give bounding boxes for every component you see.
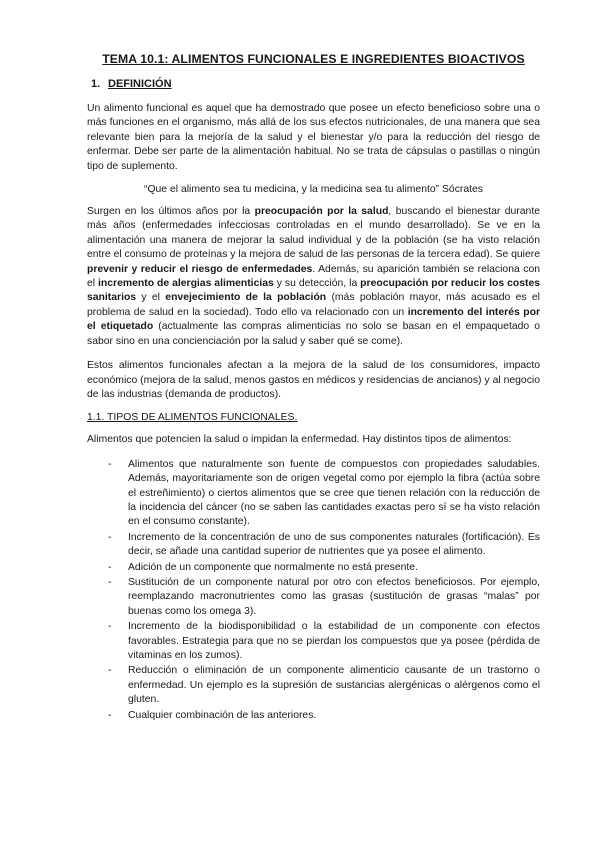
text-run: (más población mayor, más acusado es el problema de salud en la sociedad). Todo ello va relacionado con un <box>87 292 540 318</box>
text-run: y su detección, la <box>273 278 361 290</box>
bold-run: envejecimiento de la población <box>165 292 327 304</box>
list-item-text: Adición de un componente que normalmente no está presente. <box>128 561 418 573</box>
section-heading <box>91 78 540 90</box>
list-item-text: Reducción o eliminación de un componente alimenticio causante de un trastorno o enfermedad. Un ejemplo es la supresión de sustancias alergénicas o alérgenos como el gluten. <box>128 665 540 706</box>
subsection-heading: 1.1. TIPOS DE ALIMENTOS FUNCIONALES. <box>87 412 298 424</box>
bullet-dash: - <box>108 576 112 588</box>
list-item <box>108 531 540 560</box>
bold-run: preocupación por la salud <box>254 206 389 218</box>
bullet-dash: - <box>108 709 112 721</box>
section-number: 1. <box>91 78 101 90</box>
text-run: (actualmente las compras alimenticias no solo se basan en el empaquetado o sabor sino en una concienciación por la salud y saber qué se come). <box>87 321 540 347</box>
section-heading-text: DEFINICIÓN <box>108 78 172 90</box>
bullet-dash: - <box>108 531 112 543</box>
text-run: Surgen en los últimos años por la <box>87 206 255 218</box>
paragraph-definition: Un alimento funcional es aquel que ha demostrado que posee un efecto beneficioso sobre una o más funciones en el organismo, más allá de los sus efectos nutricionales, de una manera que sea relevante bien para la mejoría de la salud y el bienestar y/o para la reducción del riesgo de enfermar. Debe ser parte de la alimentación habitual. No se trata de cápsulas o pastillas o ningún tipo de suplemento. <box>87 103 540 172</box>
list-item <box>108 561 540 575</box>
list-item-text: Cualquier combinación de las anteriores. <box>128 709 317 721</box>
text-run: , buscando el bienestar durante más años (enfermedades infecciosas controladas en el mundo desarrollado). Se ve en la alimentación una manera de mejorar la salud individual y de la población (se ha visto relación entre el consumo de proteínas y la mejora de salud de las personas de la tercera edad). Se quiere <box>87 206 540 261</box>
paragraph-impact: Estos alimentos funcionales afectan a la mejora de la salud de los consumidores, impacto económico (mejora de la salud, menos gastos en médicos y residencias de ancianos) y al negocio de las industrias (demanda de productos). <box>87 360 540 400</box>
bullet-dash: - <box>108 561 112 573</box>
list-item-text: Alimentos que naturalmente son fuente de compuestos con propiedades saludables. Además, mayoritariamente son de origen vegetal como por ejemplo la fibra (actúa sobre el estreñimiento) o ciertos alimentos que se cree que tienen relación con la reducción de la incidencia del cáncer (no se saben las cantidades exactas pero sí se ha visto relación en el consumo constante). <box>128 458 540 528</box>
text-run: . Además, su aparición también se relaciona con el <box>87 263 541 290</box>
list-item-text: Incremento de la biodisponibilidad o la estabilidad de un componente con efectos favorables. Estrategia para que no se pierdan los compuestos que ya posee (pérdida de vitaminas en los zumos). <box>128 621 540 661</box>
list-item <box>108 709 540 723</box>
document-title: TEMA 10.1: ALIMENTOS FUNCIONALES E INGREDIENTES BIOACTIVOS <box>102 52 525 66</box>
types-list <box>87 458 540 723</box>
list-item <box>108 458 540 530</box>
quote: “Que el alimento sea tu medicina, y la medicina sea tu alimento” Sócrates <box>143 184 483 196</box>
list-item-text: Incremento de la concentración de uno de sus componentes naturales (fortificación). Es decir, se añade una cantidad superior de nutrientes que ya posee el alimento. <box>128 531 540 558</box>
bold-run: incremento de alergias alimenticias <box>98 278 274 290</box>
paragraph-origins <box>87 205 540 349</box>
list-item <box>108 664 540 707</box>
bullet-dash: - <box>108 458 112 470</box>
bold-run: incremento del interés por el etiquetado <box>87 306 541 333</box>
bold-run: prevenir y reducir el riesgo de enfermedades <box>87 263 313 275</box>
list-item <box>108 620 540 663</box>
list-item <box>108 576 540 619</box>
paragraph-types-intro: Alimentos que potencien la salud o impidan la enfermedad. Hay distintos tipos de alimentos: <box>87 434 512 446</box>
bullet-dash: - <box>108 621 112 633</box>
list-item-text: Sustitución de un componente natural por otro con efectos beneficiosos. Por ejemplo, reemplazando macronutrientes como las grasas (sustitución de grasas “malas” por buenas como los omega 3). <box>128 576 540 617</box>
text-run: y el <box>136 292 166 304</box>
bullet-dash: - <box>108 665 112 677</box>
bold-run: preocupación por reducir los costes sanitarios <box>87 278 540 304</box>
